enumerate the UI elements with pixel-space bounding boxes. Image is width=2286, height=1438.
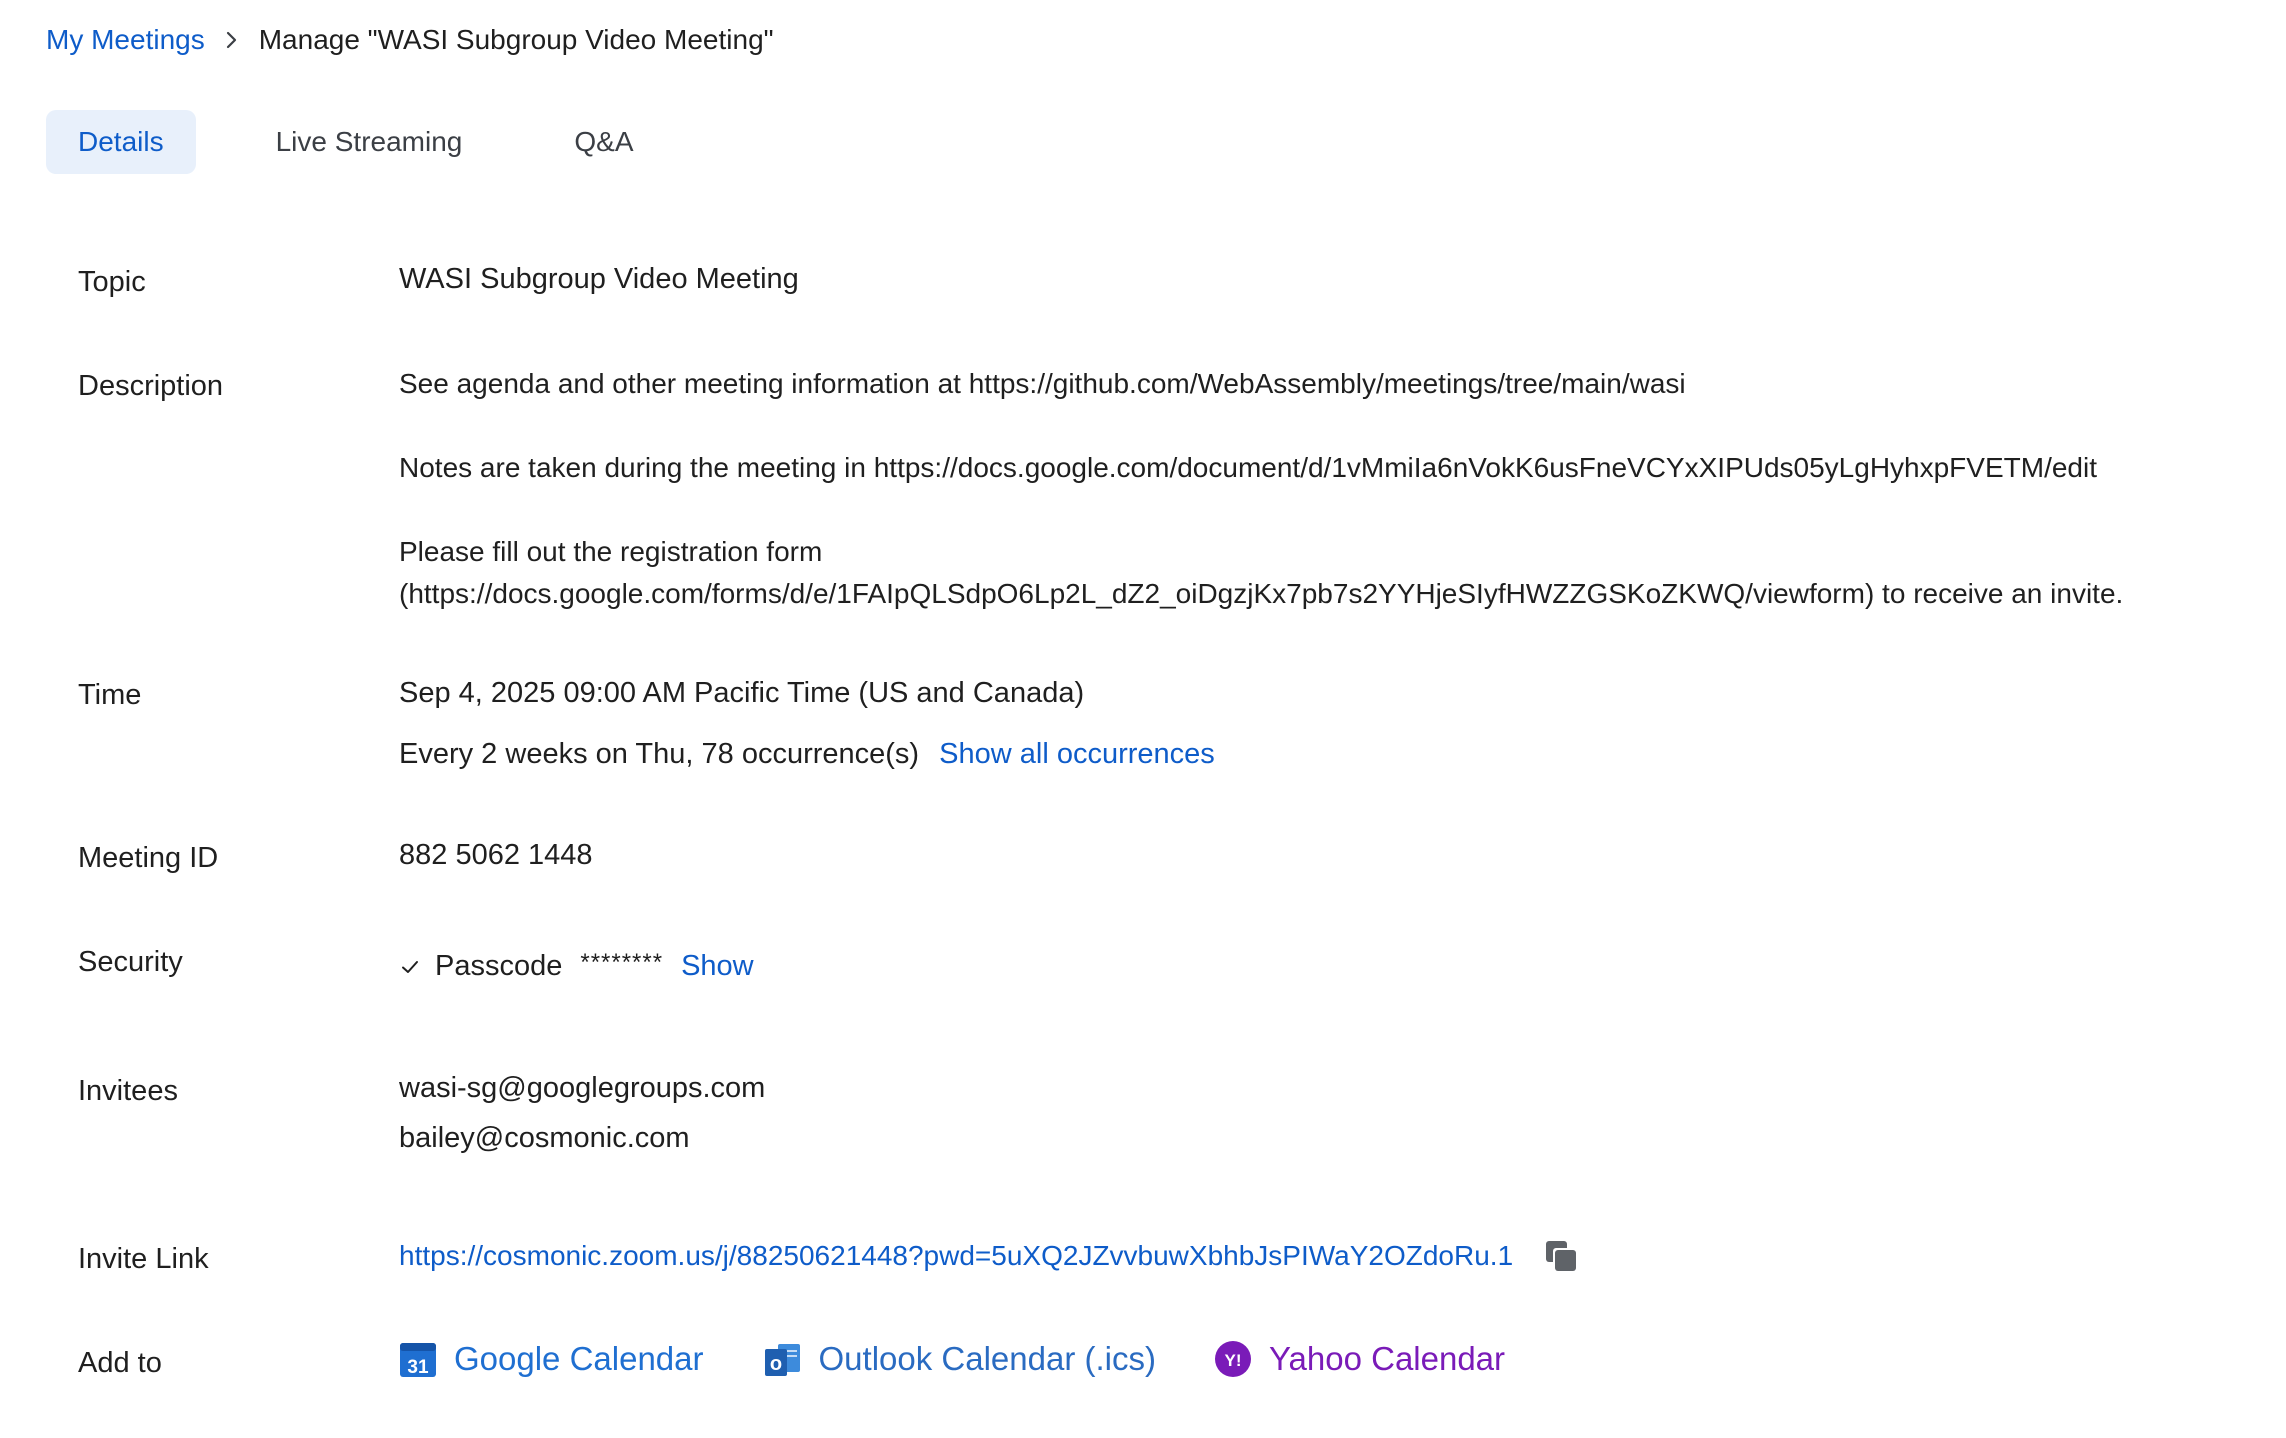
tab-live-streaming[interactable]: Live Streaming — [275, 126, 463, 157]
invitee-item: bailey@cosmonic.com — [399, 1122, 690, 1154]
topic-value: WASI Subgroup Video Meeting — [399, 263, 799, 295]
topic-label: Topic — [78, 266, 146, 298]
yahoo-calendar-icon — [1214, 1340, 1252, 1378]
yahoo-calendar-label: Yahoo Calendar — [1268, 1340, 1506, 1377]
description-line: Notes are taken during the meeting in https://docs.google.com/document/d/1vMmiIa6nVokK6usFneVCYxXIPUds05yLgHyhxpFVETM/edit — [399, 452, 2097, 483]
meeting-id-label: Meeting ID — [78, 842, 219, 874]
add-to-calendar-row — [399, 1340, 1505, 1378]
invitees-label: Invitees — [78, 1075, 178, 1107]
meeting-id-value: 882 5062 1448 — [399, 839, 593, 871]
time-recurrence: Every 2 weeks on Thu, 78 occurrence(s) — [399, 738, 920, 770]
security-label: Security — [78, 946, 183, 978]
yahoo-calendar-button[interactable] — [1214, 1340, 1505, 1378]
time-datetime: Sep 4, 2025 09:00 AM Pacific Time (US and Canada) — [399, 677, 1085, 709]
outlook-calendar-label: Outlook Calendar (.ics) — [818, 1340, 1156, 1377]
check-icon — [399, 956, 421, 978]
show-passcode-link[interactable]: Show — [681, 950, 754, 982]
breadcrumb-my-meetings-link[interactable]: My Meetings — [46, 24, 205, 55]
security-passcode-row — [399, 950, 754, 983]
invitee-item: wasi-sg@googlegroups.com — [399, 1072, 766, 1104]
invite-link-url[interactable]: https://cosmonic.zoom.us/j/88250621448?pwd=5uXQ2JZvvbuwXbhbJsPIWaY2OZdoRu.1 — [399, 1240, 1514, 1271]
tab-details[interactable]: Details — [46, 110, 196, 174]
chevron-right-icon — [219, 27, 245, 53]
tab-qa[interactable]: Q&A — [574, 126, 634, 157]
google-calendar-icon — [399, 1340, 437, 1378]
google-calendar-button[interactable] — [399, 1340, 704, 1378]
svg-text:31: 31 — [407, 1357, 429, 1378]
copy-icon[interactable] — [1543, 1238, 1579, 1274]
svg-text:o: o — [769, 1353, 782, 1375]
google-calendar-label: Google Calendar — [454, 1340, 704, 1377]
time-label: Time — [78, 679, 142, 711]
tab-bar — [46, 110, 666, 174]
show-all-occurrences-link[interactable]: Show all occurrences — [939, 738, 1215, 770]
svg-text:Y!: Y! — [1224, 1351, 1242, 1370]
add-to-label: Add to — [78, 1347, 162, 1379]
passcode-masked: ******** — [580, 948, 664, 976]
outlook-calendar-icon — [764, 1340, 802, 1378]
breadcrumb-current: Manage "WASI Subgroup Video Meeting" — [258, 24, 774, 55]
description-label: Description — [78, 370, 224, 402]
breadcrumb — [46, 18, 774, 62]
description-line: (https://docs.google.com/forms/d/e/1FAIpQLSdpO6Lp2L_dZ2_oiDgzjKx7pb7s2YYHjeSIyfHWZZGSKoZKWQ/viewform) to receive an invite. — [399, 578, 2124, 609]
passcode-label: Passcode — [435, 950, 563, 982]
description-line: Please fill out the registration form — [399, 536, 823, 567]
invite-link-label: Invite Link — [78, 1243, 209, 1275]
time-recurrence-row — [399, 738, 1215, 771]
outlook-calendar-button[interactable] — [764, 1340, 1156, 1378]
description-line: See agenda and other meeting information at https://github.com/WebAssembly/meetings/tree/main/wasi — [399, 368, 1686, 399]
invite-link-row — [399, 1238, 1579, 1274]
